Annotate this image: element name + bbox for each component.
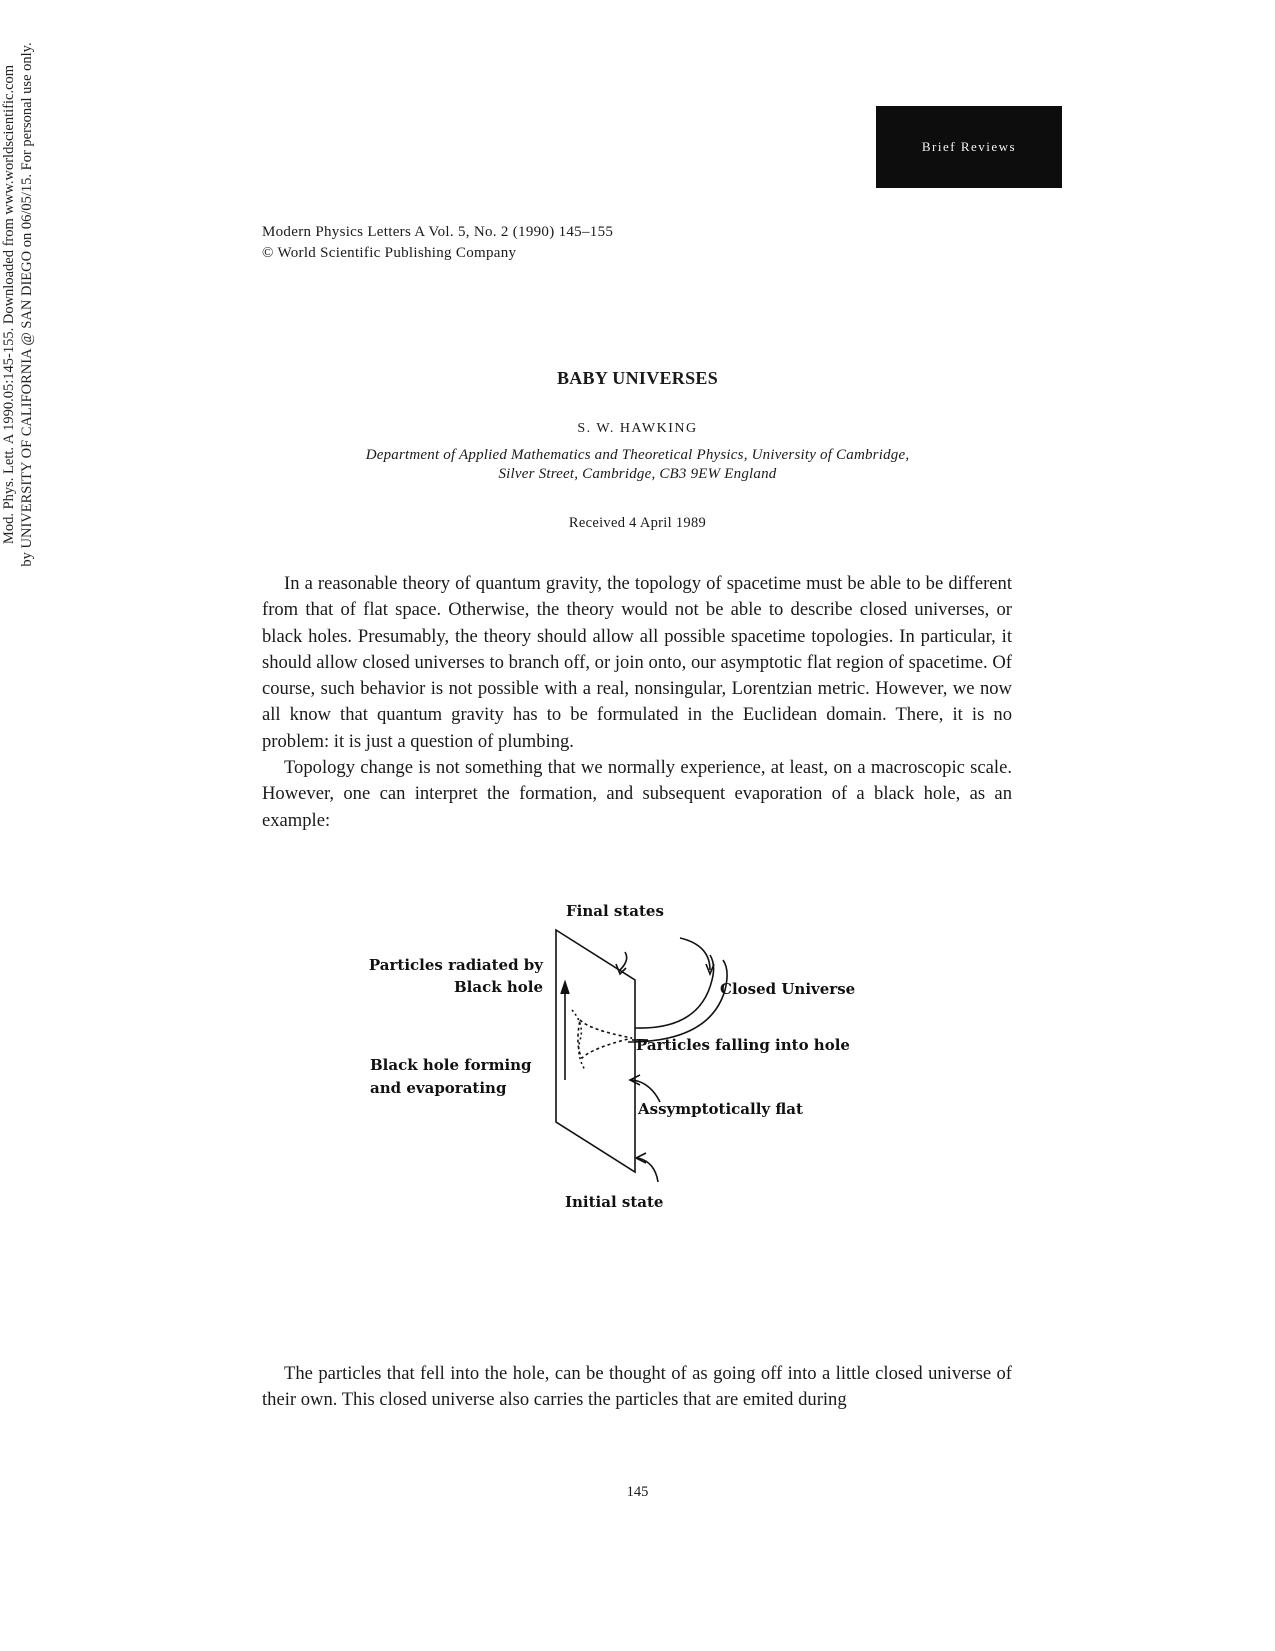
label-initial-state: Initial state [565, 1193, 664, 1211]
label-closed-universe: Closed Universe [720, 980, 856, 998]
final-states-arrow [620, 952, 627, 970]
label-asymptotically-flat: Assymptotically flat [638, 1100, 803, 1118]
label-particles-radiated-1: Particles radiated by [368, 956, 543, 974]
closed-universe-arrow [680, 938, 710, 970]
body-text [262, 1361, 1012, 1414]
download-notice-line2: by UNIVERSITY OF CALIFORNIA @ SAN DIEGO on 06/05/15. For personal use only. [19, 42, 35, 567]
label-particles-radiated-2: Black hole [454, 978, 543, 996]
download-notice-line1: Mod. Phys. Lett. A 1990.05:145-155. Downloaded from www.worldscientific.com [1, 64, 17, 545]
journal-info [262, 222, 613, 264]
closed-universe-loop [635, 955, 714, 1028]
paragraph: The particles that fell into the hole, can be thought of as going off into a little closed universe of their own. This closed universe also carries the particles that are emited during [262, 1363, 1012, 1411]
publisher-line: © World Scientific Publishing Company [262, 245, 517, 261]
label-particles-falling: Particles falling into hole [636, 1036, 850, 1054]
topology-change-figure [368, 902, 900, 1280]
initial-state-arrow [638, 1158, 658, 1182]
brief-reviews-badge [876, 106, 1062, 188]
received-date: Received 4 April 1989 [568, 515, 707, 531]
author: S. W. HAWKING [577, 421, 698, 436]
download-notice [0, 0, 60, 1130]
intro-text [262, 571, 1012, 834]
label-bh-forming-2: and evaporating [370, 1079, 507, 1097]
black-hole-funnel [578, 1020, 632, 1058]
label-final-states: Final states [566, 902, 664, 920]
paragraph: Topology change is not something that we normally experience, at least, on a macroscopic scale. However, one can interpret the formation, and subsequent evaporation of a black hole, as an example: [262, 757, 1012, 831]
journal-line: Modern Physics Letters A Vol. 5, No. 2 (1990) 145–155 [262, 224, 614, 240]
affiliation-line1: Department of Applied Mathematics and Theoretical Physics, University of Cambridge, [365, 447, 910, 463]
label-bh-forming-1: Black hole forming [370, 1056, 532, 1074]
paragraph: In a reasonable theory of quantum gravity, the topology of spacetime must be able to be different from that of flat space. Otherwise, the theory would not be able to describe closed universes, or black holes. Presumably, the theory should allow all possible spacetime topologies. In particular, it should allow closed universes to branch off, or join onto, our asymptotic flat region of spacetime. Of course, such behavior is not possible with a real, nonsingular, Lorentzian metric. However, we now all know that quantum gravity has to be formulated in the Euclidean domain. There, it is no problem: it is just a question of plumbing. [262, 573, 1012, 752]
badge-label: Brief Reviews [921, 139, 1017, 154]
page-number: 145 [626, 1484, 649, 1500]
affiliation-line2: Silver Street, Cambridge, CB3 9EW England [498, 466, 777, 482]
affiliation [0, 446, 1275, 484]
paper-title: BABY UNIVERSES [556, 368, 719, 388]
